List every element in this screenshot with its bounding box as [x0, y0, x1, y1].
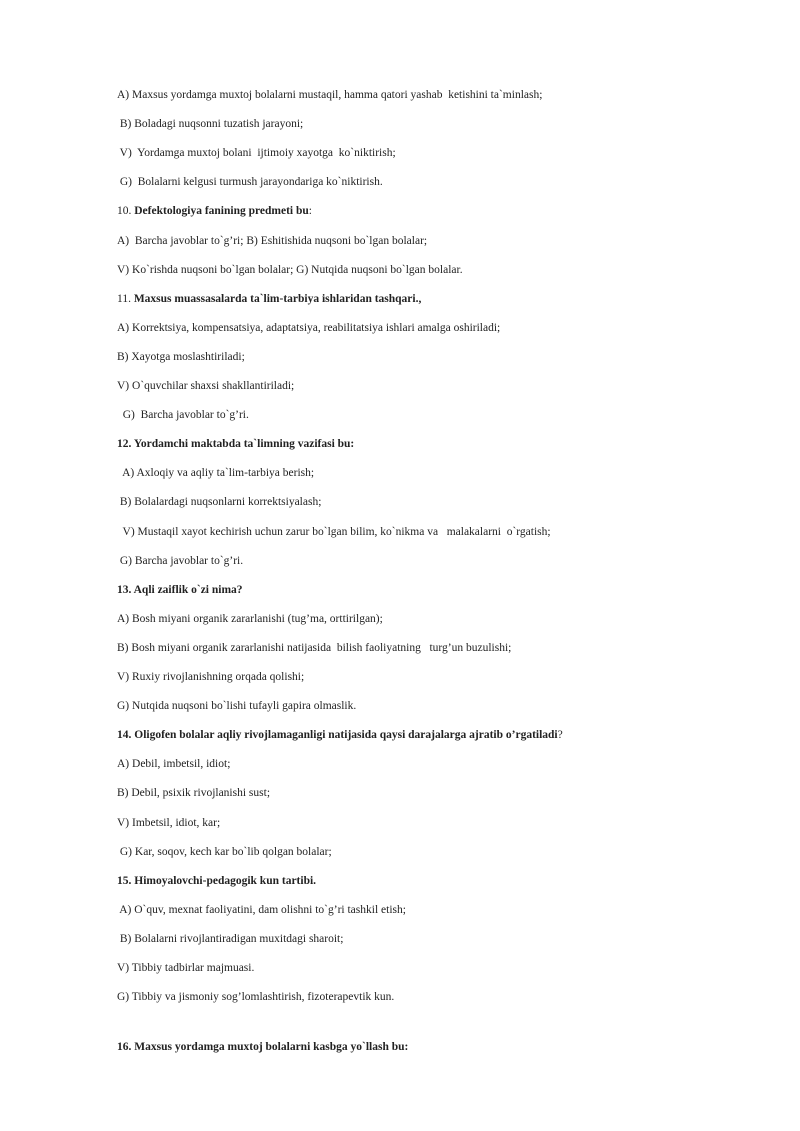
question-line	[117, 204, 312, 218]
answer-line: G) Barcha javoblar to`g’ri.	[117, 554, 244, 567]
answer-line: V) O`quvchilar shaxsi shakllantiriladi;	[117, 380, 295, 392]
answer-line: V) Tibbiy tadbirlar majmuasi.	[117, 962, 255, 974]
answer-line: A) O`quv, mexnat faoliyatini, dam olishni to`g’ri tashkil etish;	[117, 903, 406, 916]
answer-line: A) Axloqiy va aqliy ta`lim-tarbiya berish;	[117, 467, 315, 480]
answer-line: V) Mustaqil xayot kechirish uchun zarur bo`lgan bilim, ko`nikma va malakalarni o`rgatish;	[117, 525, 551, 538]
answer-line: B) Bolalarni rivojlantiradigan muxitdagi sharoit;	[117, 932, 344, 945]
question-punctuation: ?	[557, 729, 563, 742]
answer-line: G) Tibbiy va jismoniy sog’lomlashtirish, fizoterapevtik kun.	[117, 991, 395, 1004]
question-number: 11.	[117, 292, 134, 305]
question-text: 12. Yordamchi maktabda ta`limning vazifasi bu:	[117, 438, 355, 451]
answer-line: A) Debil, imbetsil, idiot;	[117, 758, 231, 771]
answer-line: B) Boladagi nuqsonni tuzatish jarayoni;	[117, 118, 304, 131]
answer-line: G) Nutqida nuqsoni bo`lishi tufayli gapira olmaslik.	[117, 700, 357, 713]
question-text: 14. Oligofen bolalar aqliy rivojlamaganligi natijasida qaysi darajalarga ajratib o’rgatiladi	[117, 729, 558, 742]
question-text: Maxsus muassasalarda ta`lim-tarbiya ishlaridan tashqari.,	[133, 292, 422, 305]
answer-line: V) Imbetsil, idiot, kar;	[117, 816, 221, 829]
answer-line: V) Ko`rishda nuqsoni bo`lgan bolalar; G) Nutqida nuqsoni bo`lgan bolalar.	[117, 263, 463, 276]
answer-line: A) Bosh miyani organik zararlanishi (tug’ma, orttirilgan);	[117, 612, 383, 625]
question-line	[117, 583, 243, 597]
answer-line: G) Kar, soqov, kech kar bo`lib qolgan bolalar;	[117, 845, 332, 858]
answer-line: A) Barcha javoblar to`g’ri; B) Eshitishida nuqsoni bo`lgan bolalar;	[117, 234, 428, 247]
answer-line: V) Yordamga muxtoj bolani ijtimoiy xayotga ko`niktirish;	[117, 147, 396, 160]
answer-line: A) Maxsus yordamga muxtoj bolalarni mustaqil, hamma qatori yashab ketishini ta`minlash;	[117, 89, 543, 101]
answer-line: A) Korrektsiya, kompensatsiya, adaptatsiya, reabilitatsiya ishlari amalga oshiriladi;	[117, 321, 501, 334]
question-text: Defektologiya fanining predmeti bu	[134, 205, 309, 218]
question-text: 13. Aqli zaiflik o`zi nima?	[117, 583, 243, 596]
question-text: 16. Maxsus yordamga muxtoj bolalarni kasbga yo`llash bu:	[117, 1041, 409, 1053]
answer-line: V) Ruxiy rivojlanishning orqada qolishi;	[117, 671, 305, 683]
answer-line: B) Debil, psixik rivojlanishi sust;	[117, 787, 271, 800]
question-line	[117, 728, 563, 742]
answer-line: B) Bolalardagi nuqsonlarni korrektsiyalash;	[117, 496, 322, 509]
answer-line: G) Barcha javoblar to`g’ri.	[117, 409, 249, 422]
question-line	[117, 1040, 408, 1054]
question-line	[117, 292, 421, 306]
answer-line: B) Xayotga moslashtiriladi;	[117, 350, 245, 363]
question-punctuation: :	[308, 205, 312, 218]
question-line	[117, 437, 354, 451]
question-number: 10.	[117, 205, 135, 218]
answer-line: G) Bolalarni kelgusi turmush jarayondariga ko`niktirish.	[117, 176, 383, 189]
question-line	[117, 874, 316, 888]
question-text: 15. Himoyalovchi-pedagogik kun tartibi.	[117, 874, 317, 887]
answer-line: B) Bosh miyani organik zararlanishi natijasida bilish faoliyatning turg’un buzulishi;	[117, 641, 512, 654]
